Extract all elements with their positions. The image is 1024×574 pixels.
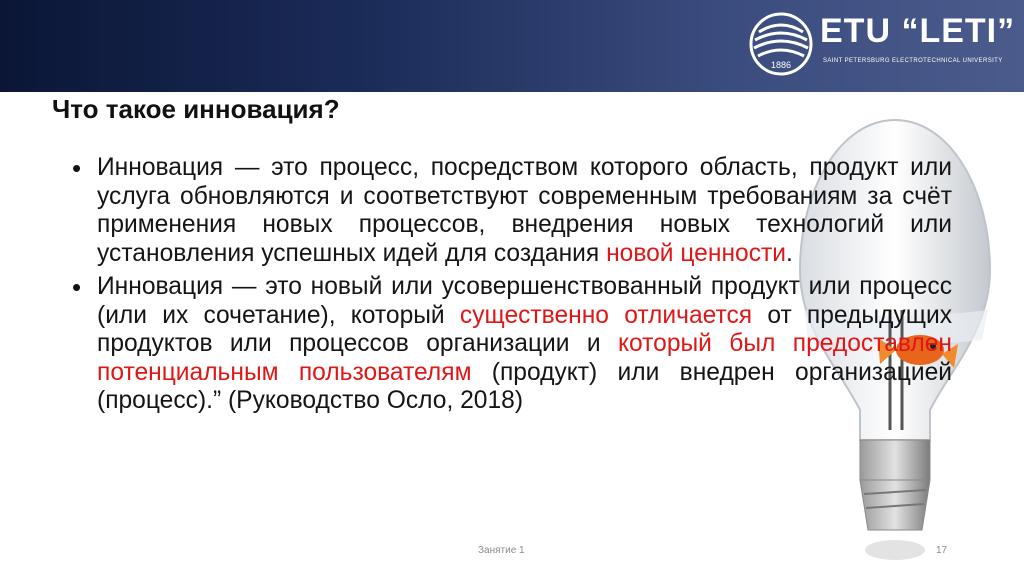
- bullet-text-segment: от предыдущих продуктов или процессов организации и: [97, 301, 952, 357]
- highlight-provided-to-users: который был предоставлен потенциальным пользователям: [97, 330, 952, 386]
- bullet-text-1: [97, 154, 952, 268]
- content-body: [72, 154, 952, 421]
- bullet-item-2: [72, 273, 952, 416]
- slide-number: 17: [936, 545, 948, 556]
- bullet-text-segment: (продукт) или внедрен организацией (процесс).” (Руководство Осло, 2018): [97, 358, 953, 414]
- university-emblem-icon: [745, 10, 817, 78]
- bullet-text-segment: Инновация — это новый или усовершенствованный продукт или процесс (или их сочетание), который: [97, 273, 952, 329]
- page-title: Что такое инновация?: [52, 94, 340, 124]
- logo-year: 1886: [771, 60, 792, 70]
- highlight-significantly-differs: существенно отличается: [459, 301, 753, 329]
- highlight-new-value: новой ценности: [606, 239, 787, 267]
- logo-subtitle: SAINT PETERSBURG ELECTROTECHNICAL UNIVERSITY: [823, 58, 1003, 64]
- university-logo: [745, 10, 1015, 80]
- logo-name: ETU “LETI”: [820, 12, 1016, 50]
- bullet-item-1: [72, 154, 952, 268]
- header-bar: [0, 0, 1024, 92]
- bullet-marker: •: [72, 272, 82, 302]
- bullet-marker: •: [72, 153, 82, 183]
- bullet-text-segment: .: [786, 239, 793, 267]
- bullet-text-2: [97, 273, 952, 416]
- footer-label: Занятие 1: [478, 545, 525, 556]
- bullet-text-segment: Инновация — это процесс, посредством которого область, продукт или услуга обновляются и соответствуют современным требованиям за счёт применения новых процессов, внедрения новых технологий или установления успешных идей для создания: [97, 154, 952, 267]
